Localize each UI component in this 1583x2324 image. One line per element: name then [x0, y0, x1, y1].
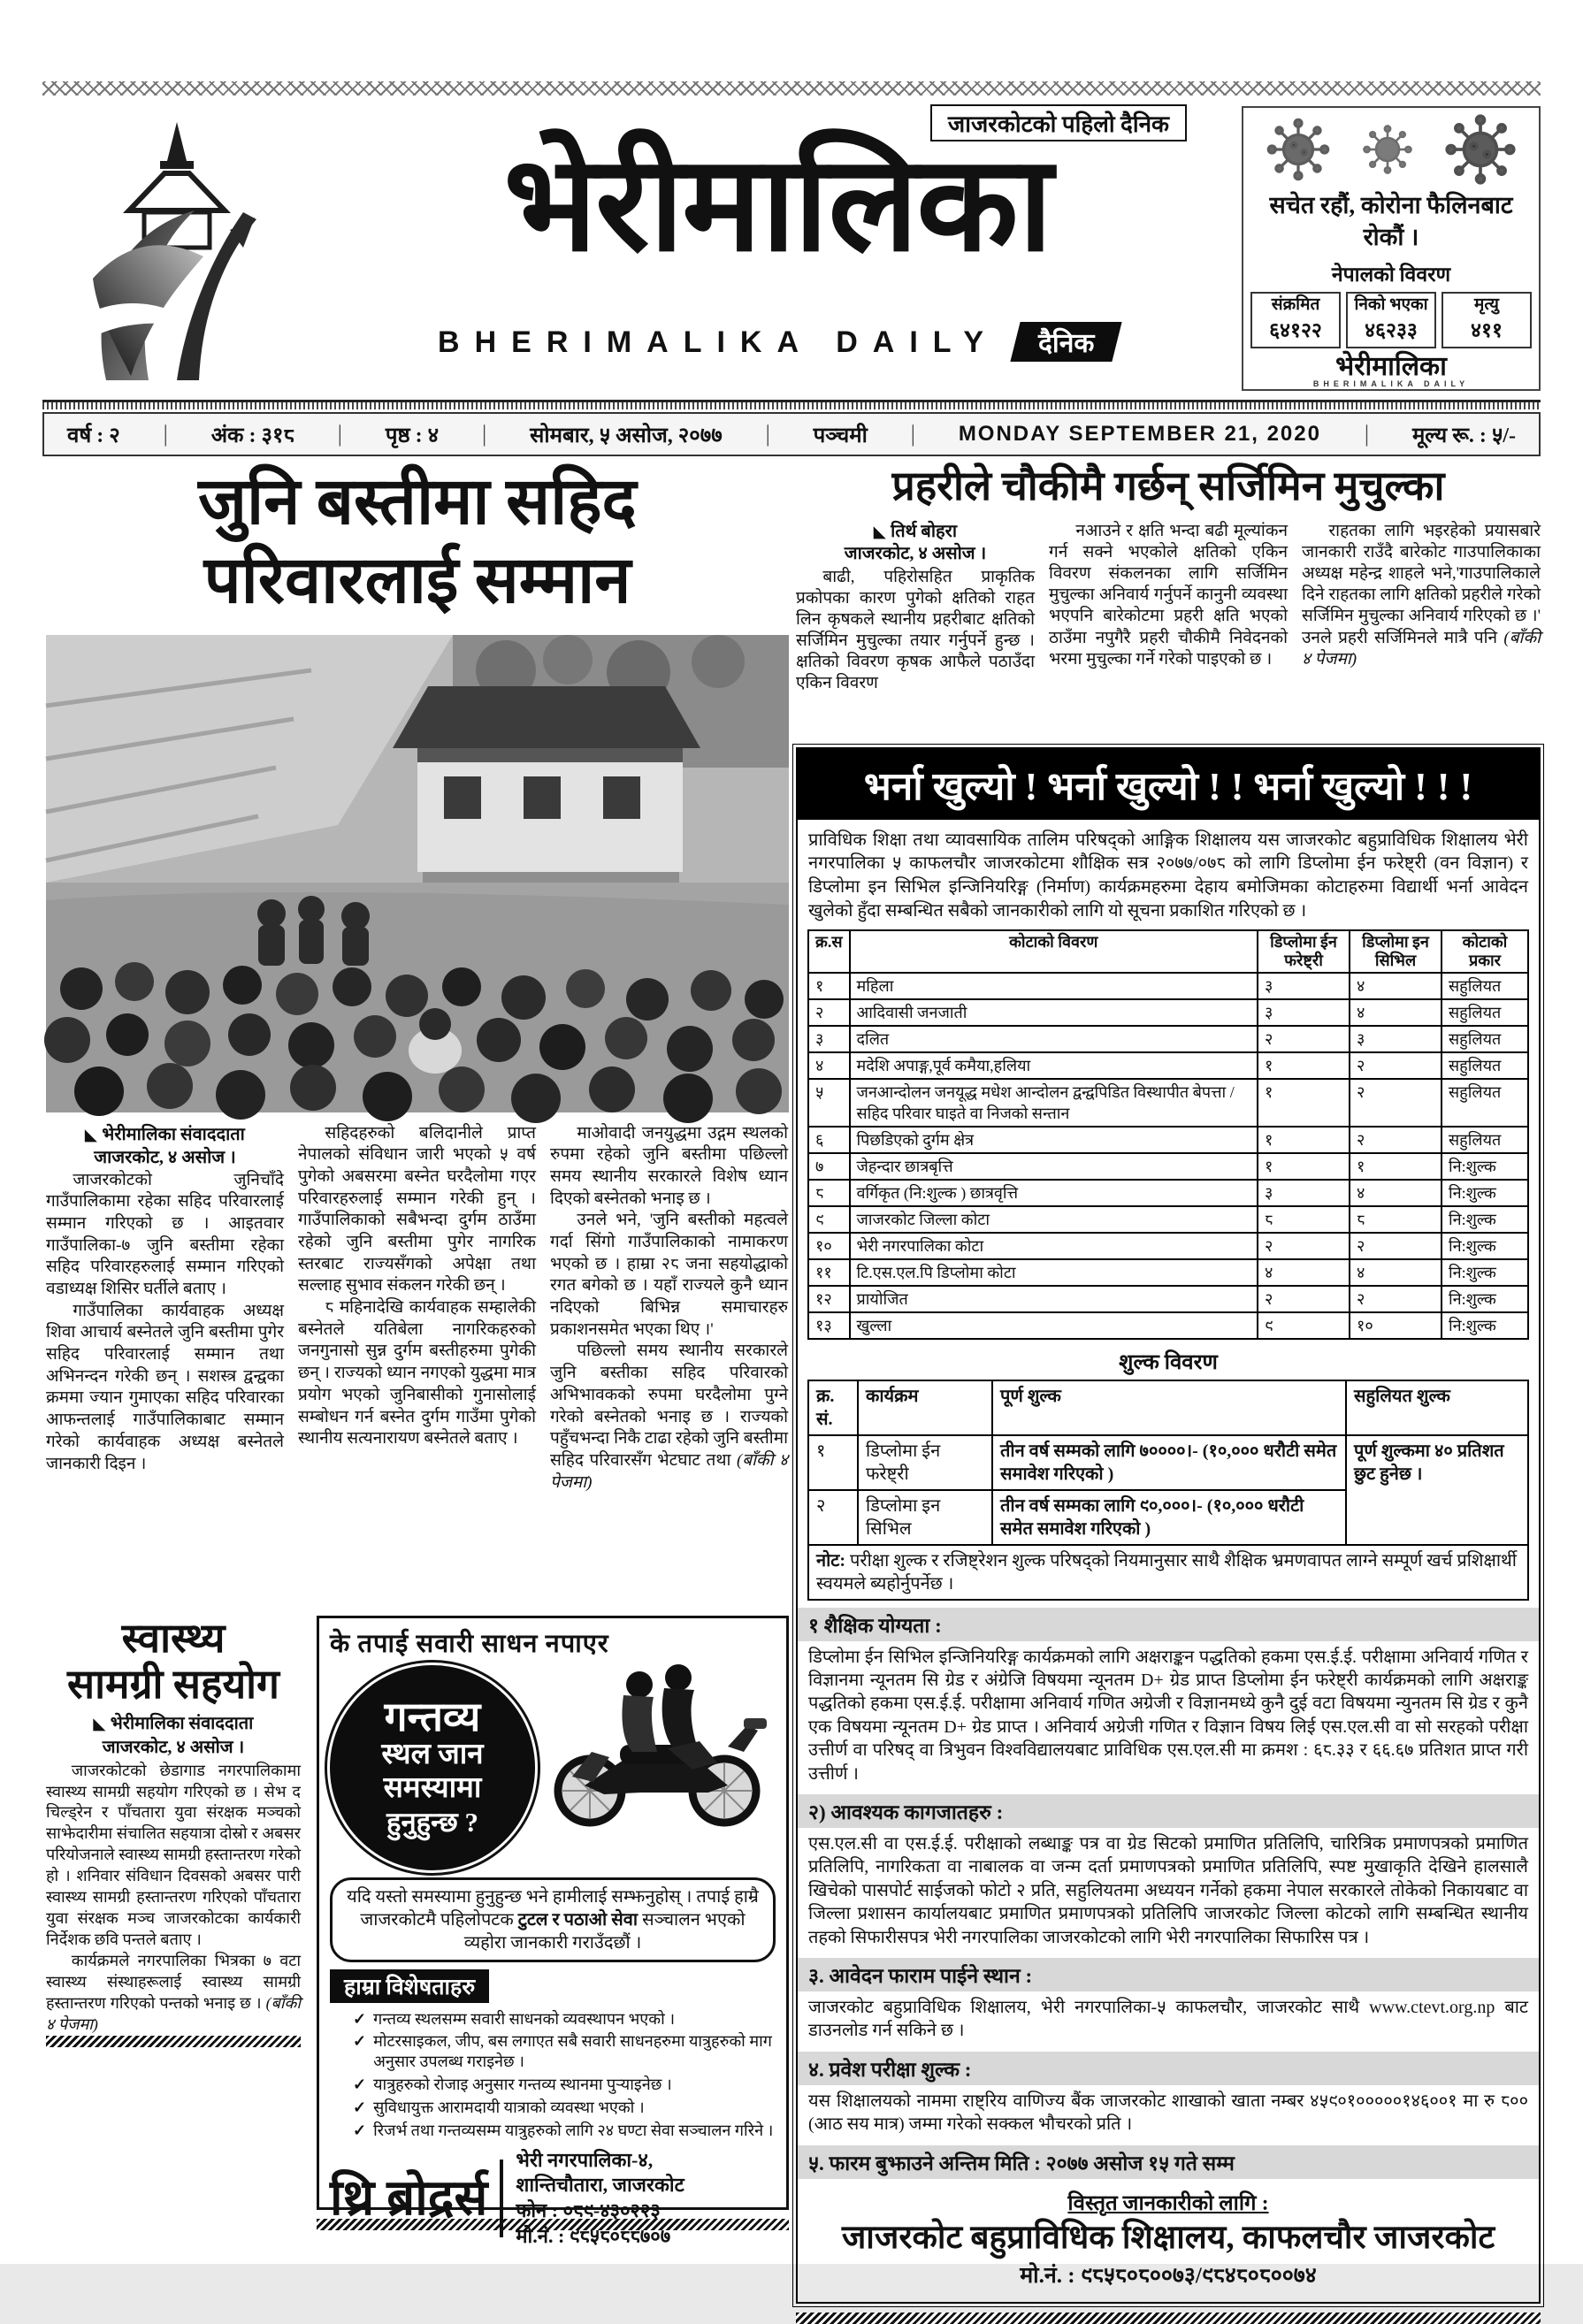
table-cell: तीन वर्ष सम्मका लागि ९०,०००।- (१०,००० धरौटी समेत समावेश गरिएको ) [992, 1490, 1346, 1545]
masthead-subtitle [315, 322, 1240, 362]
institution-phone: मो.नं. : ९८५८०८००७३/९८४८०८००७४ [1020, 2263, 1317, 2288]
infobar-item: वर्ष : २ [67, 424, 120, 447]
table-cell: १ [808, 1435, 858, 1490]
table-row [808, 1259, 1528, 1286]
ad-address: भेरी नगरपालिका-४, शान्तिचौतारा, जाजरकोट फोन : ०८९-४३०२२३ मो.नं. : ९८५८०८८७०७ [516, 2148, 684, 2247]
table-cell: २ [1258, 1286, 1350, 1312]
fee-table-title: शुल्क विवरण [1119, 1350, 1218, 1374]
section-1-body: डिप्लोमा ईन सिभिल इन्जिनियरिङ्ग कार्यक्रमको लागि अक्षराङ्कन पद्धतिको हकमा एस.ई.ई. परीक्षामा अनिवार्य गणित र विज्ञानमा न्यूनतम सि ग्रेड र अंग्रेजि विषयमा न्यूनतम D+ ग्रेड प्राप्त डिप्लोमा ईन फरेष्ट्री कार्यक्रमको लागि अक्षराङ्क पद्धतिको हकमा एस.ई.ई. परीक्षामा अनिवार्य गणित अग्रेजी र विज्ञानमध्ये कुनै दुई वटा विषयमा न्युनतम सि ग्रेड र कुनै एक विषयमा न्यूनतम D+ ग्रेड प्राप्त । अनिवार्य अग्रेजी गणित र विज्ञान विषय लिई एस.एल.सी वा सो सरहको परीक्षा उत्तीर्ण वा परिषद् वा त्रिभुवन विश्वविद्यालयबाट प्राविधिक एस.एल.सी मा क्रमश : ६८.३३ र ६६.६७ प्रतिशत प्राप्त गरी उत्तीर्ण । [808, 1647, 1528, 1784]
table-cell: मदेशि अपाङ्ग,पूर्व कमैया,हलिया [850, 1052, 1258, 1079]
fee-note-label: नोट: [816, 1550, 846, 1571]
masthead-comb-border [42, 400, 1541, 409]
column-header: सहुलियत शुल्क [1346, 1380, 1528, 1435]
table-row [808, 1026, 1528, 1052]
check-icon: ✓ [353, 2076, 367, 2094]
notice-intro: प्राविधिक शिक्षा तथा व्यावसायिक तालिम परिषद्को आङ्गिक शिक्षालय यस जाजरकोट बहुप्राविधिक शिक्षालय भेरी नगरपालिका ५ काफलचौर जाजरकोटमा शौक्षिक सत्र २०७७/०७८ को लागि डिप्लोमा ईन फरेष्ट्री (वन विज्ञान) र डिप्लोमा इन सिभिल इन्जिनियरिङ्ग (निर्माण) कार्यक्रमहरुमा देहाय बमोजिमका कोटाहरुमा विद्यार्थी भर्ना आवेदन खुलेको हुँदा सम्बन्धित सबैको जानकारीको लागि यो सूचना प्रकाशित गरिएको छ । [808, 829, 1528, 921]
fee-table [807, 1380, 1529, 1601]
table-cell: २ [808, 1490, 858, 1545]
covid-info-box [1242, 106, 1541, 391]
virus-illustration [1250, 111, 1532, 187]
byline-flag-icon: ◣ [873, 523, 886, 540]
table-cell: पिछडिएको दुर्गम क्षेत्र [850, 1127, 1258, 1153]
stat-recovered: निको भएका ४६२३३ [1346, 292, 1436, 348]
table-cell: ९ [1258, 1312, 1350, 1339]
lead-col-1 [46, 1123, 284, 1605]
dateline: जाजरकोट, ४ असोज । [102, 1737, 245, 1757]
table-cell: १ [1258, 1052, 1350, 1079]
byline: ◣ तिर्थ बोहरा [873, 521, 958, 541]
table-cell: नि:शुल्क [1442, 1233, 1528, 1259]
table-cell: ११ [808, 1259, 850, 1286]
table-cell: नि:शुल्क [1442, 1286, 1528, 1312]
table-cell: खुल्ला [850, 1312, 1258, 1339]
concession-cell: पूर्ण शुल्कमा ४० प्रतिशत छुट हुनेछ । [1346, 1435, 1528, 1545]
dateline: जाजरकोट, ४ असोज । [94, 1147, 236, 1167]
feature-item [353, 2009, 776, 2030]
table-cell: २ [1350, 1127, 1442, 1153]
lead-article-body [46, 1123, 789, 1605]
ad-feature-list [330, 2009, 776, 2141]
health-article [46, 1616, 301, 2230]
table-cell: ३ [1350, 1026, 1442, 1052]
separator: | [337, 421, 343, 447]
table-cell: १ [1258, 1079, 1350, 1127]
table-cell: नि:शुल्क [1442, 1153, 1528, 1180]
table-cell: ८ [1258, 1206, 1350, 1233]
paragraph: कार्यक्रमले नगरपालिका भित्रका ७ वटा स्वास्थ्य संस्थाहरूलाई स्वास्थ्य सामग्री हस्तान्तरण गरिएको पन्तको भनाइ छ । (बाँकी ४ पेजमा) [46, 1952, 301, 2033]
section-5-heading: ५. फारम बुझाउने अन्तिम मिति : २०७७ असोज १५ गते सम्म [798, 2145, 1539, 2179]
table-cell: वर्गिकृत (नि:शुल्क ) छात्रवृत्ति [850, 1180, 1258, 1206]
table-cell: १ [808, 973, 850, 999]
infobar-item: मूल्य रू. : ५/- [1411, 424, 1516, 447]
check-icon: ✓ [353, 2009, 367, 2028]
infobar-item: पृष्ठ : ४ [385, 424, 440, 447]
covid-message: सचेत रहौं, कोरोना फैलिनबाट रोकौं । [1269, 192, 1513, 251]
table-cell: १ [1350, 1153, 1442, 1180]
table-cell: डिप्लोमा इन सिभिल [858, 1490, 992, 1545]
table-cell: दलित [850, 1026, 1258, 1052]
column-header: कोटाको प्रकार [1442, 930, 1528, 972]
continuation-note: (बाँकी ४ पेजमा) [46, 1993, 301, 2033]
table-cell: १० [1350, 1312, 1442, 1339]
masthead-center [315, 103, 1240, 396]
table-cell: २ [1350, 1233, 1442, 1259]
table-cell: महिला [850, 973, 1258, 999]
table-cell: सहुलियत [1442, 999, 1528, 1026]
table-cell: प्रायोजित [850, 1286, 1258, 1312]
column-header: पूर्ण शुल्क [992, 1380, 1346, 1435]
paragraph: माओवादी जनयुद्धमा उद्गम स्थलको रुपमा रहेको जुनि बस्तीमा पछिल्लो समय स्थानीय सरकारले विशेष ध्यान दिएको बस्नेतको भनाइ छ । [550, 1123, 788, 1208]
table-header-row [808, 930, 1528, 972]
table-cell: सहुलियत [1442, 1079, 1528, 1127]
newspaper-title: भेरीमालिका [503, 132, 1052, 279]
feature-item [353, 2098, 776, 2118]
feature-text: सुविधायुक्त आरामदायी यात्राको व्यवस्था भएको । [373, 2098, 645, 2117]
vertical-divider [500, 2160, 503, 2237]
continuation-note: (बाँकी ४ पेजमा) [1302, 628, 1541, 669]
byline-flag-icon: ◣ [93, 1716, 105, 1733]
byline: ◣ भेरीमालिका संवाददाता [93, 1714, 254, 1734]
table-cell: १३ [808, 1312, 850, 1339]
table-cell: ८ [1350, 1206, 1442, 1233]
feature-text: गन्तव्य स्थलसम्म सवारी साधनको व्यवस्थापन भएको । [373, 2009, 676, 2028]
covid-box-logo: भेरीमालिका BHERIMALIKA DAILY [1312, 351, 1470, 388]
table-cell: २ [1350, 1052, 1442, 1079]
paragraph: गाउँपालिका कार्यवाहक अध्यक्ष शिवा आचार्य बस्नेतले जुनि बस्तीमा पुगेर सहिद परिवारलाई सम्मान तथा अभिनन्दन गरेकी छन् । सशस्त्र द्वन्द्वका क्रममा ज्यान गुमाएका सहिद परिवारका आफन्तलाई गाउँपालिकाबाट सम्मान गरेको कार्यवाहक अध्यक्ष बस्नेतले जानकारी दिइन । [46, 1301, 284, 1473]
table-cell: ३ [1258, 1180, 1350, 1206]
table-cell: नि:शुल्क [1442, 1206, 1528, 1233]
table-cell: ४ [1258, 1259, 1350, 1286]
feature-item [353, 2031, 776, 2072]
check-icon: ✓ [353, 2098, 367, 2117]
notice-title: भर्ना खुल्यो ! भर्ना खुल्यो ! ! भर्ना खुल्यो ! ! ! [798, 749, 1539, 820]
table-cell: २ [1350, 1079, 1442, 1127]
police-col-3 [1302, 521, 1541, 735]
paragraph: नआउने र क्षति भन्दा बढी मूल्यांकन गर्न सक्ने भएकोले क्षतिको एकिन विवरण संकलनका लागि सर्जिमिन मुचुल्का अनिवार्य गर्नुपर्ने कानुनी व्यवस्था भएपनि बारेकोटमा प्रहरी क्षति भएको ठाउँमा नपुगैरै प्रहरी चौकीमै निवेदनको भरमा मुचुल्का गर्ने गरेको पाइएको छ । [1049, 521, 1288, 669]
infobar-item: अंक : ३१८ [210, 424, 294, 447]
table-cell: आदिवासी जनजाती [850, 999, 1258, 1026]
table-row [808, 1206, 1528, 1233]
table-cell: ४ [1350, 1259, 1442, 1286]
table-cell: ४ [1350, 999, 1442, 1026]
table-row [808, 1079, 1528, 1127]
table-cell: ३ [1258, 973, 1350, 999]
table-cell: ८ [808, 1180, 850, 1206]
lead-col-3 [550, 1123, 788, 1605]
masthead [42, 103, 1541, 396]
column-header: कार्यक्रम [858, 1380, 992, 1435]
section-2-body: एस.एल.सी वा एस.ई.ई. परीक्षाको लब्धाङ्क पत्र वा ग्रेड सिटको प्रमाणित प्रतिलिपि, चारित्रिक प्रमाणपत्रको प्रमाणित प्रतिलिपि, नागरिकता वा नाबालक वा जन्म दर्ता प्रमाणपत्रको प्रमाणित प्रतिलिपि, स्पष्ट मुखाकृति देखिने हालसालै खिचेको पासपोर्ट साईजको फोटो २ प्रति, सहुलियतमा अध्ययन गर्नेको हकमा नेपाल सरकारले तोकेको निकायबाट वा जिल्ला प्रशासन कार्यालयबाट प्रमाणित प्रमाणपत्रको प्रतिलिपि जाजरकोट जिल्ला कोटको लागि सम्बन्धित स्थानीय तहको सिफारीसपत्र भेरी नगरपालिका जाजरकोटको लागि भेरी नगरपालिका सिफारिस पत्र । [808, 1833, 1528, 1947]
ad-box [317, 1616, 789, 2247]
stat-infected: संक्रमित ६४१२२ [1250, 292, 1341, 348]
covid-stats-row [1250, 292, 1532, 348]
table-cell: जाजरकोट जिल्ला कोटा [850, 1206, 1258, 1233]
table-cell: १ [1258, 1127, 1350, 1153]
paragraph: बाढी, पहिरोसहित प्राकृतिक प्रकोपका कारण पुगेको क्षतिको राहत लिन कृषकले स्थानीय प्रहरीबाट क्षतिको सर्जिमिन मुचुल्का तयार गर्नुपर्ने हुन्छ । क्षतिको विवरण कृषक आफैले पठाउँदा एकिन विवरण [796, 567, 1035, 693]
virus-icon [1269, 120, 1327, 179]
table-cell: २ [1350, 1286, 1442, 1312]
police-col-2 [1049, 521, 1288, 735]
virus-icon [1448, 117, 1513, 182]
ad-brand-name: थ्रि ब्रोद्रर्स [330, 2170, 488, 2226]
table-cell: २ [808, 999, 850, 1026]
column-header: क्र. सं. [808, 1380, 858, 1435]
byline-flag-icon: ◣ [85, 1126, 97, 1143]
table-row [808, 1435, 1528, 1490]
institution-name: जाजरकोट बहुप्राविधिक शिक्षालय, काफलचौर जाजरकोट [841, 2219, 1495, 2256]
table-row [808, 1312, 1528, 1339]
paragraph: उनले भने, 'जुनि बस्तीको महत्वले गर्दा सिंगो गाउँपालिकाको नामाकरण भएको छ । हाम्रा २८ जना सहयोद्धाको रगत बगेको छ । यहाँ राज्यले कुनै ध्यान नदिएको बिभिन्न समाचारहरु प्रकाशनसमेत भएका थिए ।' [550, 1211, 788, 1339]
infobar-item: पञ्चमी [813, 424, 868, 447]
table-cell: सहुलियत [1442, 1052, 1528, 1079]
paragraph: सहिदहरुको बलिदानीले प्राप्त नेपालको संविधान जारी भएको ५ वर्ष पुगेको अबसरमा बस्नेत घरदैलोमा गएर परिवारहरुलाई सम्मान गरेकी हुन् । गाउँपालिकाको सबैभन्दा दुर्गम ठाउँमा रहेको जुनि बस्तीमा पुगेर नागरिक स्तरबाट राज्यसँगको अपेक्षा तथा सल्लाह सुभाव संकलन गरेकी छन् । [298, 1123, 536, 1296]
table-cell: नि:शुल्क [1442, 1259, 1528, 1286]
table-cell: ३ [1258, 999, 1350, 1026]
table-cell: ७ [808, 1153, 850, 1180]
table-cell: जनआन्दोलन जनयूद्ध मधेश आन्दोलन द्वन्द्वपिडित विस्थापीत बेपत्ता /सहिद परिवार घाइते वा निजको सन्तान [850, 1079, 1258, 1127]
table-row [808, 999, 1528, 1026]
feature-text: मोटरसाइकल, जीप, बस लगाएत सबै सवारी साधनहरुमा यात्रुहरुको माग अनुसार उपलब्ध गराइनेछ । [373, 2032, 772, 2071]
dateline: जाजरकोट, ४ असोज । [844, 544, 987, 564]
table-header-row [808, 1380, 1528, 1435]
paragraph: पछिल्लो समय स्थानीय सरकारले जुनि बस्तीका सहिद परिवारको अभिभावकको रुपमा घरदैलोमा पुग्ने गरेको बस्नेतको भनाइ छ । राज्यको पहुँचभन्दा निकै टाढा रहेको जुनि बस्तीमा सहिद परिवारसँग भेटघाट तथा (बाँकी ४ पेजमा) [550, 1342, 788, 1492]
ad-brand-row [330, 2148, 776, 2249]
police-article-body [796, 521, 1541, 735]
masthead-tagline: जाजरकोटको पहिलो दैनिक [930, 104, 1187, 141]
feature-item [353, 2121, 776, 2141]
ad-features-label: हाम्रा विशेषताहरु [330, 1969, 489, 2003]
ad-note: यदि यस्तो समस्यामा हुनुहुन्छ भने हामीलाई सम्झनुहोस् । तपाई हाम्रै जाजरकोटमै पहिलोपटक टुटल र पठाओ सेवा सञ्चालन भएको व्यहोरा जानकारी गराउँदछौं । [330, 1877, 776, 1962]
hatch-divider [796, 2313, 1541, 2324]
ad-service-name: टुटल र पठाओ सेवा [517, 1909, 639, 1930]
infobar-item: सोमबार, ५ असोज, २०७७ [530, 424, 723, 447]
section-3-heading: ३. आवेदन फाराम पाईने स्थान : [798, 1958, 1539, 1991]
table-cell: सहुलियत [1442, 1026, 1528, 1052]
more-info-label: विस्तृत जानकारीको लागि : [1067, 2191, 1269, 2215]
lead-col-2 [298, 1123, 536, 1605]
paragraph: जाजरकोटको जुनिचाँदे गाउँपालिकामा रहेका सहिद परिवारलाई सम्मान गरिएको छ । आइतवार गाउँपालिका-७ जुनि बस्तीमा रहेका सहिद परिवारहरुलाई सम्मान गरिएको वडाध्यक्ष शिसिर घर्तीले बताए । [46, 1170, 284, 1299]
check-icon: ✓ [353, 2032, 367, 2051]
table-cell: १० [808, 1233, 850, 1259]
paragraph: राहतका लागि भइरहेको प्रयासबारे जानकारी राउँदै बारेकोट गाउपालिकाका अध्यक्ष महेन्द्र शाहले भने,'गाउपालिकाले दिने राहतका लागि क्षतिको प्रहरीले गरेको सर्जिमिन मुचुल्का अनिवार्य गरिएको छ ।' उनले प्रहरी सर्जिमिनले मात्रै पनि (बाँकी ४ पेजमा) [1302, 521, 1541, 669]
check-icon: ✓ [353, 2121, 367, 2139]
right-column [796, 463, 1541, 2324]
column-header: डिप्लोमा ईन फरेष्ट्री [1258, 930, 1350, 972]
column-header: डिप्लोमा इन सिभिल [1350, 930, 1442, 972]
table-row [808, 1180, 1528, 1206]
quota-table [807, 929, 1529, 1339]
table-cell: ४ [1350, 973, 1442, 999]
table-row [808, 973, 1528, 999]
section-2-heading: २) आवश्यक कागजातहरु : [798, 1794, 1539, 1828]
left-bottom-row [46, 1615, 789, 2247]
top-diamond-border [42, 81, 1541, 96]
separator: | [910, 421, 915, 447]
section-1-heading: १ शैक्षिक योग्यता : [798, 1608, 1539, 1641]
column-header: क्र.स [808, 930, 850, 972]
feature-item [353, 2075, 776, 2095]
table-cell: २ [1258, 1026, 1350, 1052]
table-cell: तीन वर्ष सम्मको लागि ७००००।- (१०,००० धरौटी समेत समावेश गरिएको ) [992, 1435, 1346, 1490]
section-3-body: जाजरकोट बहुप्राविधिक शिक्षालय, भेरी नगरपालिका-५ काफलचौर, जाजरकोट साथै www.ctevt.org.np बाट डाउनलोड गर्न सकिने छ । [808, 1997, 1528, 2041]
transport-ad [317, 1616, 789, 2247]
table-cell: २ [1258, 1233, 1350, 1259]
table-cell: ४ [1350, 1180, 1442, 1206]
health-article-body [46, 1761, 301, 2036]
table-cell: ५ [808, 1079, 850, 1127]
table-row [808, 1286, 1528, 1312]
table-cell: भेरी नगरपालिका कोटा [850, 1233, 1258, 1259]
fee-note: नोट: परीक्षा शुल्क र रजिष्ट्रेशन शुल्क परिषद्को नियमानुसार साथै शैक्षिक भ्रमणवापत लाग्ने सम्पूर्ण खर्च प्रशिक्षार्थी स्वयमले ब्यहोर्नुपर्नेछ । [808, 1545, 1528, 1600]
section-4-body: यस शिक्षालयको नाममा राष्ट्रिय वाणिज्य बैंक जाजरकोट शाखाको खाता नम्बर ४५९०१०००००१४६००१ मा रु ८०० (आठ सय मात्र) जम्मा गरेको सक्कल भौचरको प्रति । [808, 2091, 1528, 2135]
separator: | [163, 421, 168, 447]
separator: | [765, 421, 770, 447]
table-row [808, 1052, 1528, 1079]
table-row [808, 1233, 1528, 1259]
infobar-item: MONDAY SEPTEMBER 21, 2020 [958, 422, 1321, 446]
virus-icon [1365, 126, 1411, 172]
paragraph: जाजरकोटको छेडागाड नगरपालिकामा स्वास्थ्य सामग्री सहयोग गरिएको छ । सेभ द चिल्ड्रेन र पाँचतारा युवा संरक्षक मञ्चको साझेदारीमा संचालित सहयात्रा दोस्रो र अबसर परियोजनाले स्वास्थ्य सामग्री हस्तान्तरण गरेको हो । शनिवार संविधान दिवसको अबसर पारी स्वास्थ्य सामग्री हस्तान्तरण गरिएको पाँचतारा युवा संरक्षक मञ्च जाजरकोटका कार्यकारी निर्देशक छवि पन्तले बताए । [46, 1761, 301, 1949]
hatch-divider [46, 2036, 301, 2047]
table-cell: १ [1258, 1153, 1350, 1180]
ad-media [330, 1660, 776, 1874]
section-4-heading: ४. प्रवेश परीक्षा शुल्क : [798, 2052, 1539, 2085]
motorcycle-icon [535, 1660, 779, 1828]
table-cell: ९ [808, 1206, 850, 1233]
police-col-1 [796, 521, 1035, 735]
table-cell: नि:शुल्क [1442, 1180, 1528, 1206]
feature-text: यात्रुहरुको रोजाइ अनुसार गन्तव्य स्थानमा पुऱ्याइनेछ । [373, 2076, 672, 2094]
ad-question-line: के तपाई सवारी साधन नपाएर [330, 1629, 609, 1658]
continuation-note: (बाँकी ४ पेजमा) [550, 1450, 788, 1492]
table-cell: सहुलियत [1442, 1127, 1528, 1153]
lead-headline: जुनि बस्तीमा सहिद परिवारलाई सम्मान [198, 466, 637, 617]
table-cell: ४ [808, 1052, 850, 1079]
table-row [808, 1545, 1528, 1600]
byline: ◣ भेरीमालिका संवाददाता [85, 1124, 245, 1144]
police-headline: प्रहरीले चौकीमै गर्छन् सर्जिमिन मुचुल्का [891, 463, 1445, 508]
table-cell: १२ [808, 1286, 850, 1312]
table-cell: सहुलियत [1442, 973, 1528, 999]
lead-article [46, 463, 789, 2247]
admission-notice [796, 747, 1541, 2304]
masthead-subtitle-np-chip: दैनिक [1010, 322, 1122, 362]
table-cell: नि:शुल्क [1442, 1312, 1528, 1339]
table-cell: टि.एस.एल.पि डिप्लोमा कोटा [850, 1259, 1258, 1286]
table-cell: ६ [808, 1127, 850, 1153]
column-header: कोटाको विवरण [850, 930, 1258, 972]
health-headline: स्वास्थ्य सामग्री सहयोग [67, 1615, 279, 1708]
table-cell: ३ [808, 1026, 850, 1052]
lead-photo [46, 635, 789, 1112]
separator: | [1364, 421, 1370, 447]
paragraph: ८ महिनादेखि कार्यवाहक सम्हालेकी बस्नेतले यतिबेला नागरिकहरुको जनगुनासो सुन्न दुर्गम बस्तीहरुमा पुगेकी छन् । राज्यको ध्यान नगएको युद्धमा मात्र प्रयोग भएको जुनिबासीको गुनासोलाई सम्बोधन गर्न बस्नेत दुर्गम गाउँमा पुगेको स्थानीय सत्यनारायण बस्नेतले बताए । [298, 1298, 536, 1449]
table-row [808, 1127, 1528, 1153]
table-cell: जेहन्दार छात्रबृत्ति [850, 1153, 1258, 1180]
newspaper-logo-icon [44, 106, 310, 389]
feature-text: रिजर्भ तथा गन्तव्यसम्म यात्रुहरुको लागि २४ घण्टा सेवा सञ्चालन गरिने । [373, 2121, 774, 2139]
separator: | [482, 421, 487, 447]
table-row [808, 1153, 1528, 1180]
stat-deaths: मृत्यु ४११ [1442, 292, 1532, 348]
masthead-subtitle-en: BHERIMALIKA DAILY [438, 325, 999, 359]
table-cell: डिप्लोमा ईन फरेष्ट्री [858, 1435, 992, 1490]
covid-stats-title: नेपालको विवरण [1331, 263, 1451, 286]
ad-circle-text: गन्तव्य स्थल जान समस्यामा हुनुहुन्छ ? [330, 1665, 535, 1870]
issue-info-bar [42, 412, 1541, 456]
